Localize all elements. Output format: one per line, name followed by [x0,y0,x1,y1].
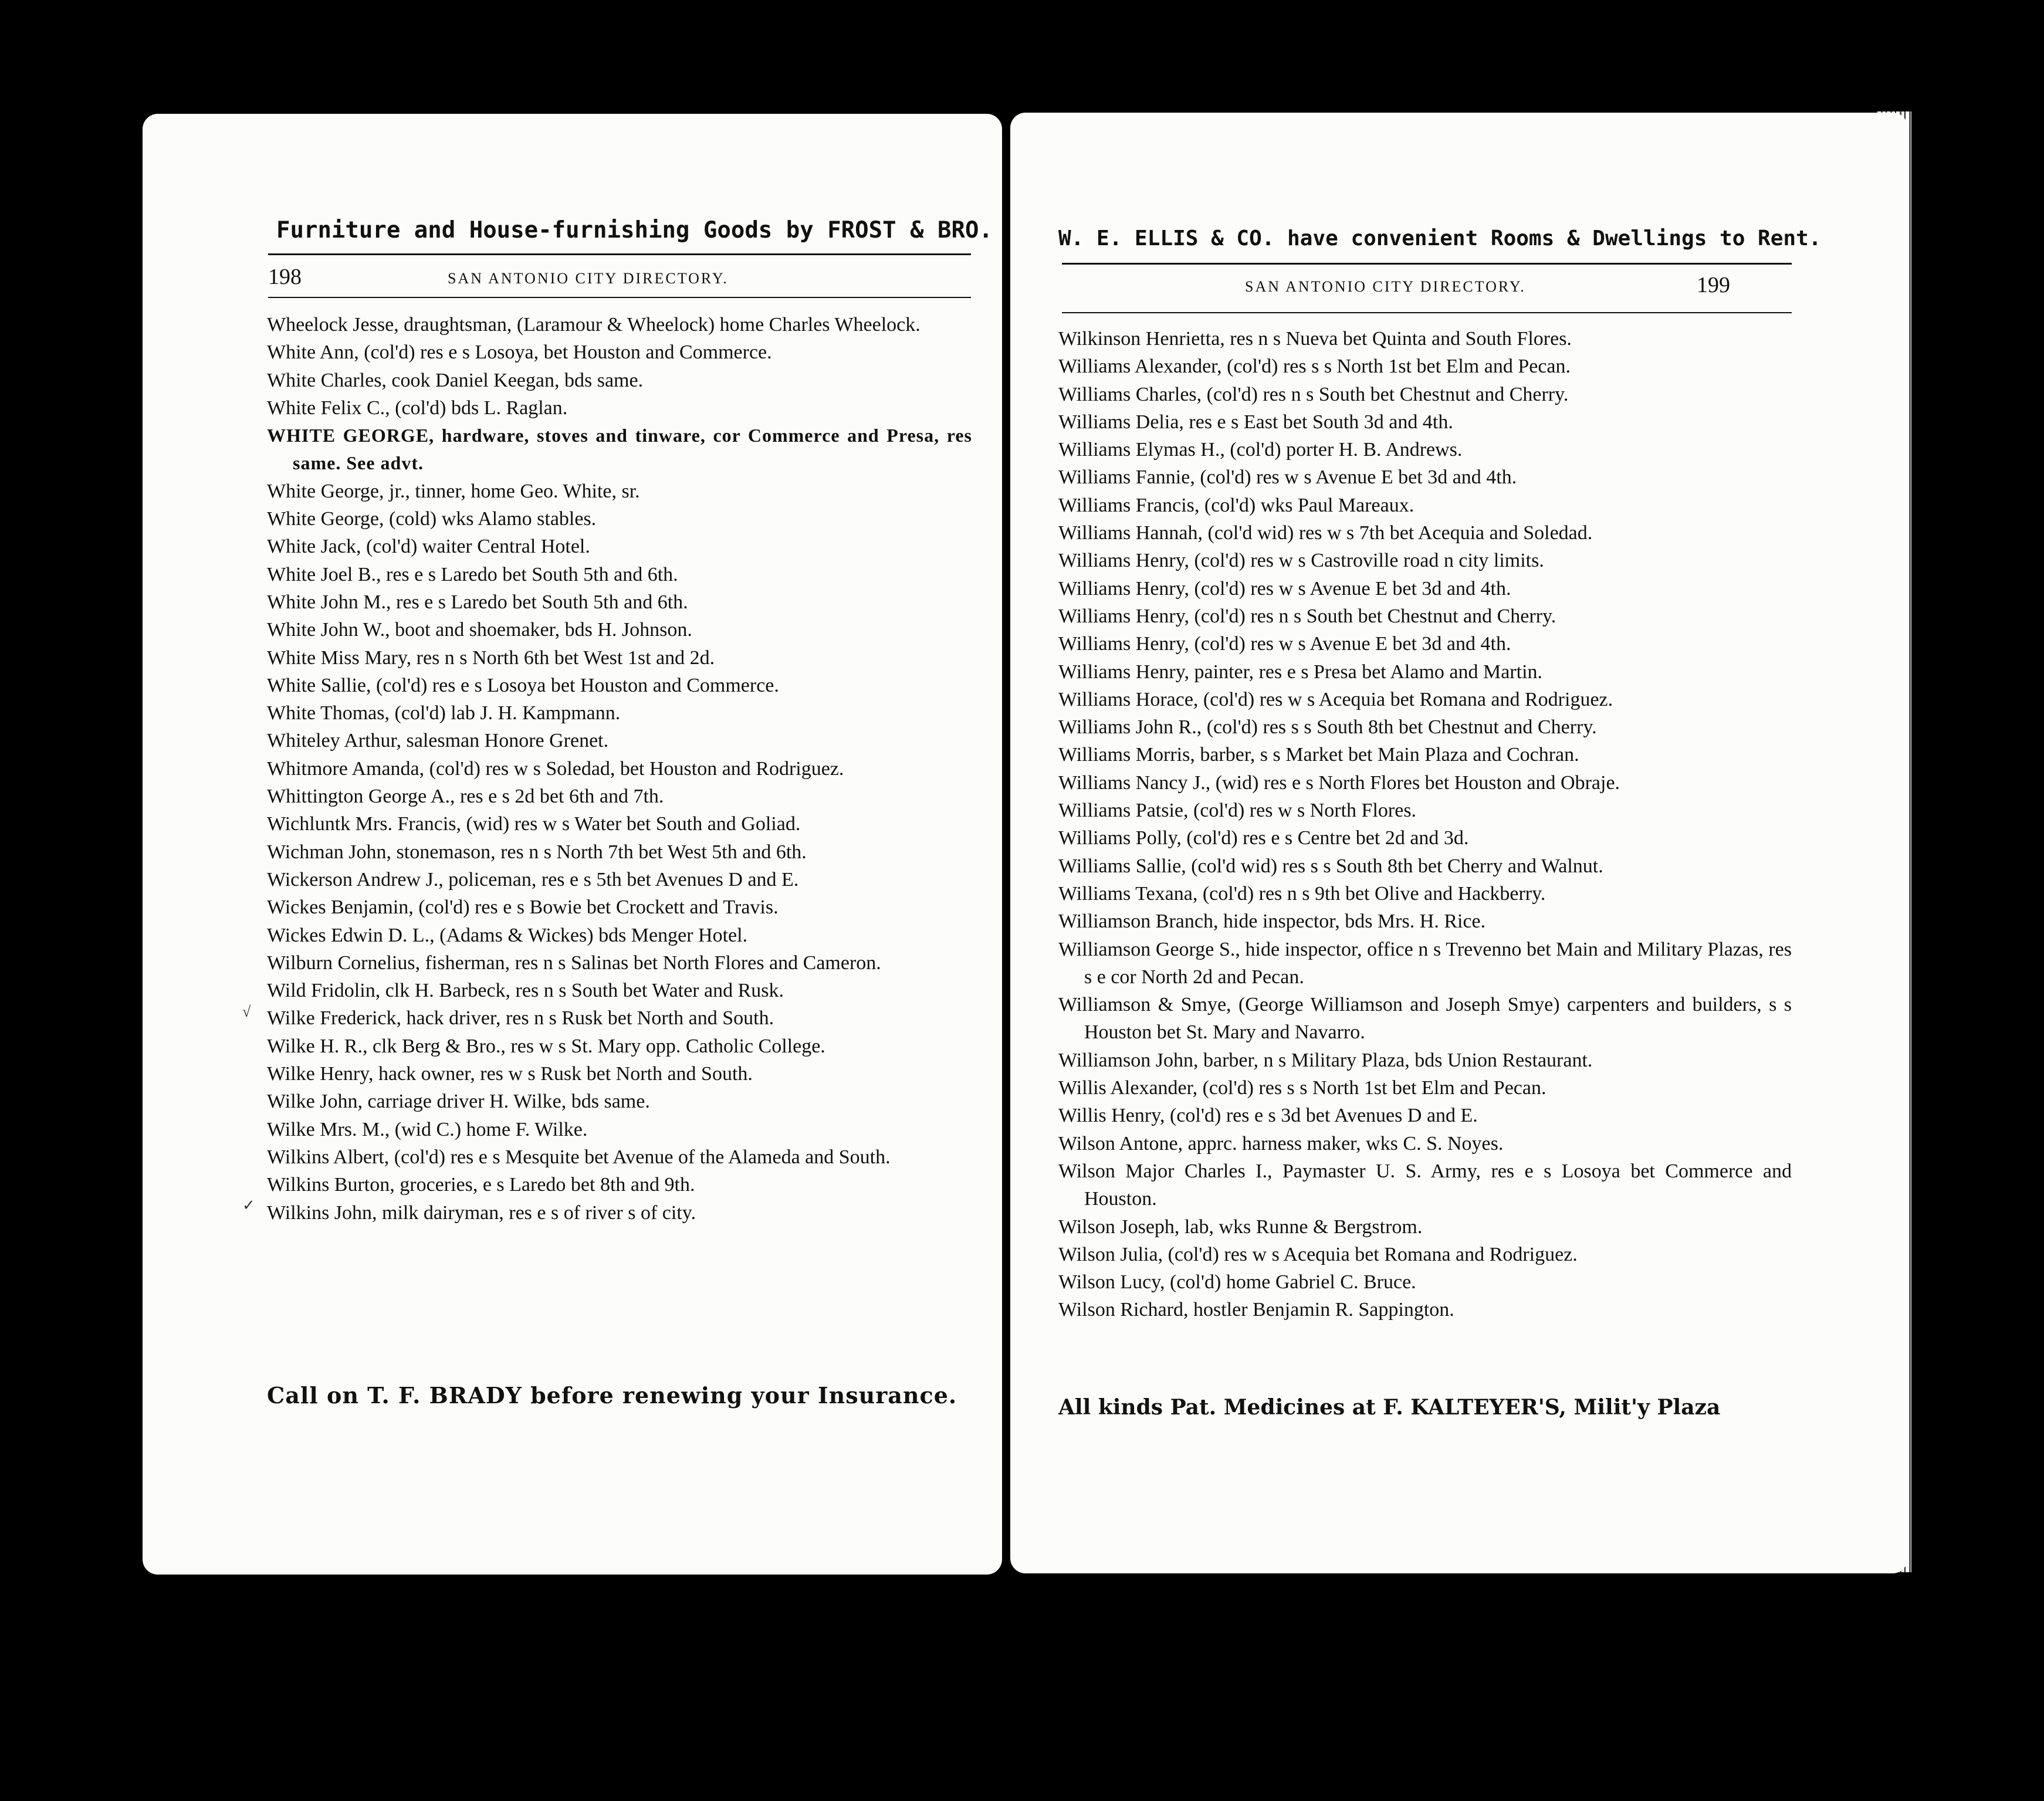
directory-entry: Wilkinson Henrietta, res n s Nueva bet Quinta and South Flores. [1058,328,1572,350]
directory-entry: Williams Alexander, (col'd) res s s North 1st bet Elm and Pecan. [1058,356,1571,378]
right-running-header: SAN ANTONIO CITY DIRECTORY. [1245,278,1526,295]
directory-entry: Williams Henry, (col'd) res n s South bet Chestnut and Cherry. [1058,605,1556,627]
directory-entry: Williams Charles, (col'd) res n s South bet Chestnut and Cherry. [1058,383,1569,405]
right-banner-advertisement: W. E. ELLIS & CO. have convenient Rooms & Dwellings to Rent. [1058,226,1822,250]
directory-entry: Wilke H. R., clk Berg & Bro., res w s St. Mary opp. Catholic College. [267,1035,825,1057]
directory-entry: Wickerson Andrew J., policeman, res e s 5th bet Avenues D and E. [267,868,799,891]
left-footer-advertisement: Call on T. F. BRADY before renewing your Insurance. [267,1382,957,1409]
left-running-header: SAN ANTONIO CITY DIRECTORY. [448,270,729,287]
directory-entry: Wilson Lucy, (col'd) home Gabriel C. Bruce. [1058,1271,1416,1294]
left-page-number: 198 [268,265,302,289]
directory-entry: Williamson George S., hide inspector, office n s Trevenno bet Main and Military Plazas, res s e cor North 2d and Pecan. [1058,938,1792,988]
directory-entry: Wilke Mrs. M., (wid C.) home F. Wilke. [267,1118,588,1140]
directory-entry: Willis Alexander, (col'd) res s s North 1st bet Elm and Pecan. [1058,1077,1546,1099]
directory-entry: Wilkins Burton, groceries, e s Laredo bet 8th and 9th. [267,1174,695,1196]
directory-entry: Williams Henry, (col'd) res w s Avenue E bet 3d and 4th. [1058,577,1511,600]
directory-entry: Williams Henry, painter, res e s Presa bet Alamo and Martin. [1058,661,1543,683]
directory-entry: Wilson Joseph, lab, wks Runne & Bergstrom. [1058,1216,1423,1238]
directory-entry: Wilke Frederick, hack driver, res n s Rusk bet North and South. [267,1007,774,1030]
directory-entry: Wilson Major Charles I., Paymaster U. S. Army, res e s Losoya bet Commerce and Houston. [1058,1160,1792,1210]
directory-entry: Williams Polly, (col'd) res e s Centre bet 2d and 3d. [1058,827,1469,849]
directory-entry: Williams Sallie, (col'd wid) res s s South 8th bet Cherry and Walnut. [1058,855,1603,877]
directory-entry: Wilson Antone, apprc. harness maker, wks C. S. Noyes. [1058,1132,1504,1155]
directory-entry: White Thomas, (col'd) lab J. H. Kampmann. [267,702,621,725]
directory-entry: Wilke Henry, hack owner, res w s Rusk bet North and South. [267,1063,753,1085]
directory-entry: Whiteley Arthur, salesman Honore Grenet. [267,730,609,752]
directory-entry: Williams Delia, res e s East bet South 3d and 4th. [1058,411,1453,433]
directory-entry: White Charles, cook Daniel Keegan, bds same. [267,369,644,391]
directory-entry: White George, jr., tinner, home Geo. White, sr. [267,480,640,502]
right-footer-advertisement: All kinds Pat. Medicines at F. KALTEYER'S, Milit'y Plaza [1058,1395,1721,1420]
directory-entry: Wilburn Cornelius, fisherman, res n s Salinas bet North Flores and Cameron. [267,952,881,974]
directory-entry: Wickes Edwin D. L., (Adams & Wickes) bds Menger Hotel. [267,924,748,946]
book-spine [1002,117,1010,1569]
right-header-rule [1062,312,1792,313]
directory-entry: White Miss Mary, res n s North 6th bet West 1st and 2d. [267,646,715,669]
directory-entry: Wilson Richard, hostler Benjamin R. Sappington. [1058,1299,1454,1321]
directory-entry: White Jack, (col'd) waiter Central Hotel. [267,536,590,558]
right-page-number: 199 [1697,273,1730,297]
directory-entry: Williams Hannah, (col'd wid) res w s 7th bet Acequia and Soledad. [1058,522,1593,544]
directory-entry: Williams Patsie, (col'd) res w s North Flores. [1058,800,1417,822]
directory-entry: Wichluntk Mrs. Francis, (wid) res w s Water bet South and Goliad. [267,813,801,835]
directory-entry: Williams Fannie, (col'd) res w s Avenue E bet 3d and 4th. [1058,466,1517,489]
directory-entry: Williamson John, barber, n s Military Plaza, bds Union Restaurant. [1058,1049,1593,1071]
directory-entry: Whitmore Amanda, (col'd) res w s Soledad, bet Houston and Rodriguez. [267,757,844,780]
directory-entry: Wickes Benjamin, (col'd) res e s Bowie bet Crockett and Travis. [267,896,779,919]
directory-entry: White George, (cold) wks Alamo stables. [267,508,597,530]
directory-entry: Wichman John, stonemason, res n s North 7th bet West 5th and 6th. [267,841,807,863]
margin-mark: √ [242,1003,251,1020]
directory-entry: White Joel B., res e s Laredo bet South 5th and 6th. [267,563,678,585]
directory-entry: Williamson Branch, hide inspector, bds Mrs. H. Rice. [1058,910,1486,933]
directory-entry: Williams Nancy J., (wid) res e s North Flores bet Houston and Obraje. [1058,771,1620,794]
directory-entry: Williams John R., (col'd) res s s South 8th bet Chestnut and Cherry. [1058,716,1597,739]
directory-entry: White Felix C., (col'd) bds L. Raglan. [267,397,568,419]
directory-entry: White Sallie, (col'd) res e s Losoya bet Houston and Commerce. [267,674,779,696]
margin-mark: ✓ [242,1197,255,1214]
directory-entry: Willis Henry, (col'd) res e s 3d bet Avenues D and E. [1058,1105,1478,1127]
directory-entry: Wheelock Jesse, draughtsman, (Laramour & Wheelock) home Charles Wheelock. [267,314,921,336]
right-banner-rule [1062,263,1792,265]
directory-entry: WHITE GEORGE, hardware, stoves and tinware, cor Commerce and Presa, res same. See advt. [267,425,972,474]
directory-entry: Williams Henry, (col'd) res w s Castroville road n city limits. [1058,550,1544,572]
directory-entry: Wilke John, carriage driver H. Wilke, bds same. [267,1091,650,1113]
left-page [143,114,1002,1575]
left-directory-entries [267,311,972,1227]
directory-entry: White Ann, (col'd) res e s Losoya, bet Houston and Commerce. [267,341,772,364]
directory-entry: White John W., boot and shoemaker, bds H. Johnson. [267,619,692,641]
left-banner-rule [268,253,971,255]
left-header-rule [268,297,971,298]
directory-entry: Williams Henry, (col'd) res w s Avenue E bet 3d and 4th. [1058,633,1511,655]
directory-entry: Whittington George A., res e s 2d bet 6th and 7th. [267,786,664,808]
directory-entry: Williamson & Smye, (George Williamson and Joseph Smye) carpenters and builders, s s Houston bet St. Mary and Navarro. [1058,994,1792,1044]
directory-entry: Williams Texana, (col'd) res n s 9th bet Olive and Hackberry. [1058,882,1546,905]
directory-entry: Williams Horace, (col'd) res w s Acequia bet Romana and Rodriguez. [1058,688,1613,710]
left-banner-advertisement: Furniture and House-furnishing Goods by FROST & BRO. [276,217,993,243]
directory-entry: Wild Fridolin, clk H. Barbeck, res n s South bet Water and Rusk. [267,980,784,1002]
directory-entry: Williams Elymas H., (col'd) porter H. B. Andrews. [1058,439,1463,461]
directory-entry: Williams Francis, (col'd) wks Paul Mareaux. [1058,494,1414,516]
right-page [1010,113,1908,1573]
right-directory-entries [1058,325,1792,1324]
directory-entry: White John M., res e s Laredo bet South 5th and 6th. [267,591,688,613]
directory-entry: Wilkins Albert, (col'd) res e s Mesquite bet Avenue of the Alameda and South. [267,1146,891,1168]
directory-entry: Williams Morris, barber, s s Market bet Main Plaza and Cochran. [1058,744,1579,766]
directory-entry: Wilkins John, milk dairyman, res e s of river s of city. [267,1201,696,1224]
directory-entry: Wilson Julia, (col'd) res w s Acequia bet Romana and Rodriguez. [1058,1243,1578,1265]
